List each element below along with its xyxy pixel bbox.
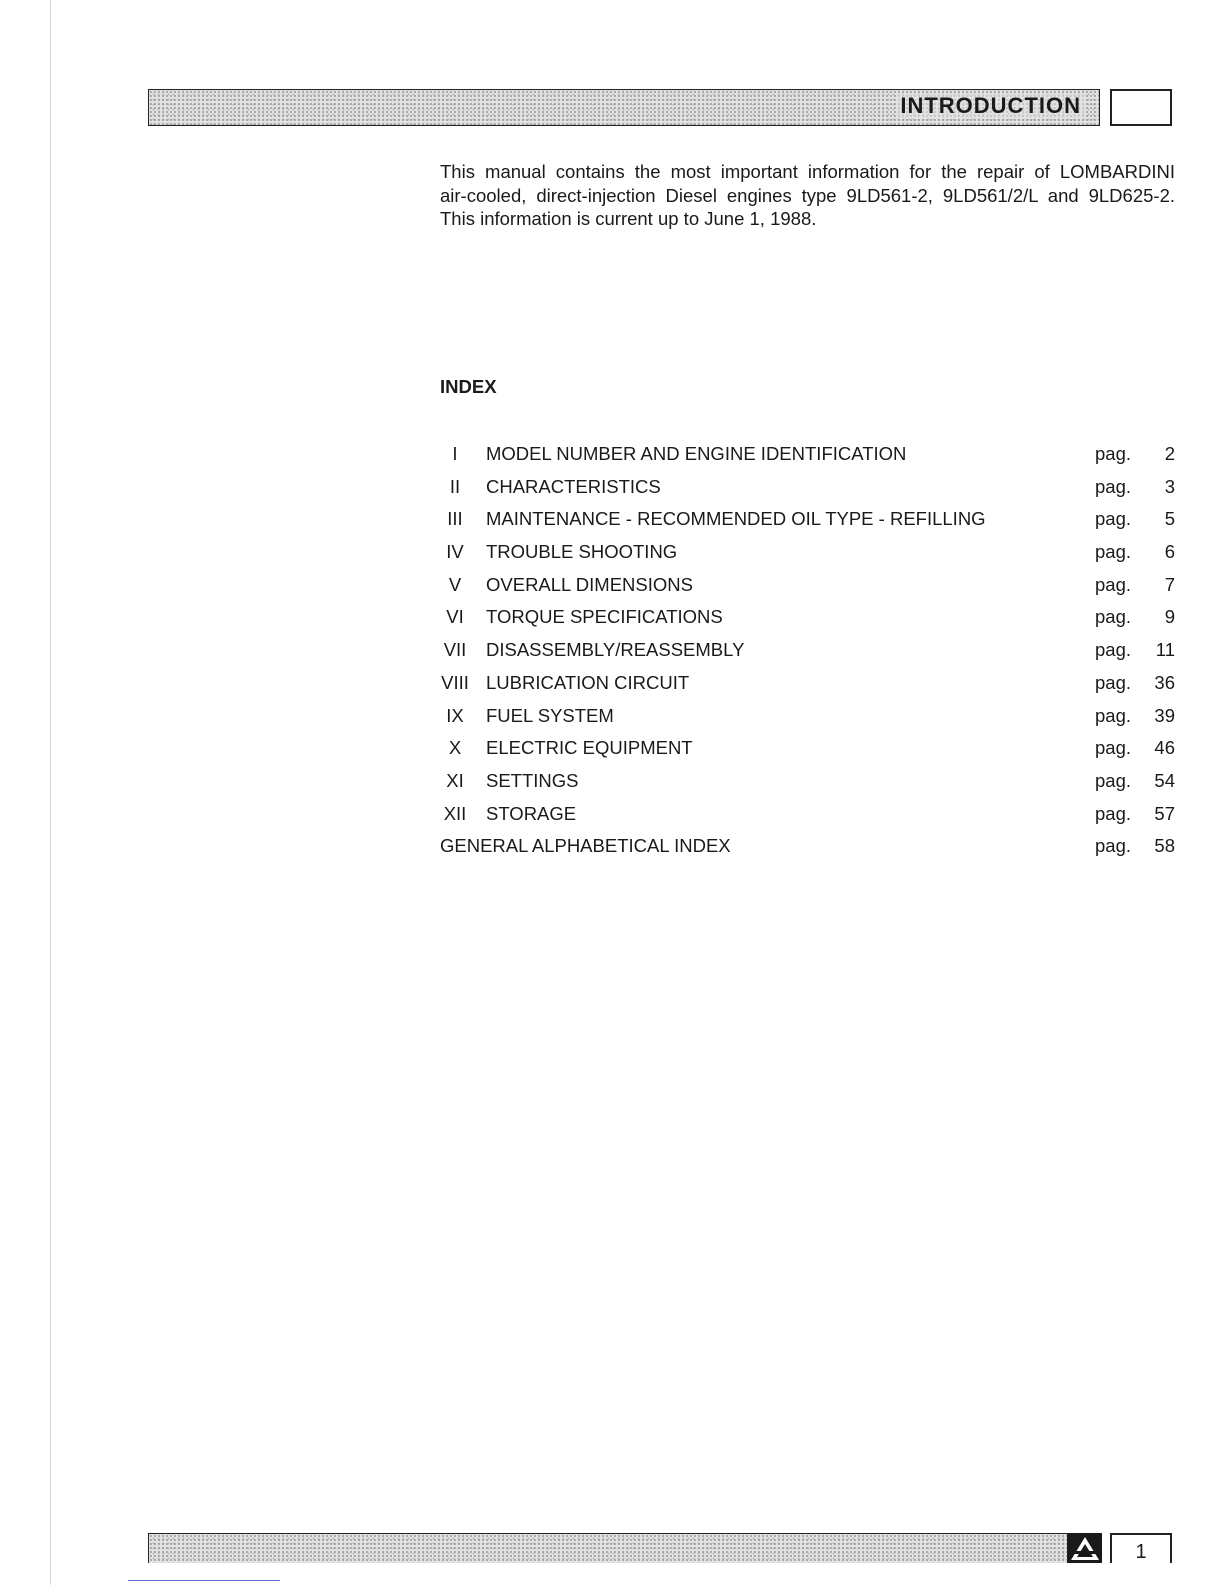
toc-number: I xyxy=(452,443,458,464)
toc-title: SETTINGS xyxy=(486,769,579,791)
intro-paragraph xyxy=(440,160,1175,231)
toc-row[interactable] xyxy=(440,574,1175,607)
toc-pag-label: pag. xyxy=(1095,508,1132,530)
table-of-contents xyxy=(440,443,1175,868)
toc-number: VII xyxy=(443,639,467,661)
toc-page-number: 36 xyxy=(1154,671,1175,693)
toc-page-number: 39 xyxy=(1154,704,1175,726)
lombardini-logo-icon xyxy=(1068,1533,1102,1563)
toc-page-number: 54 xyxy=(1154,769,1175,791)
section-title: INTRODUCTION xyxy=(896,93,1085,119)
toc-number: VI xyxy=(446,606,464,628)
footer-link-underline xyxy=(128,1580,280,1581)
toc-title: OVERALL DIMENSIONS xyxy=(486,573,693,595)
toc-number: XI xyxy=(446,769,464,791)
index-heading: INDEX xyxy=(440,376,497,397)
toc-page-number: 7 xyxy=(1164,573,1175,595)
toc-number: IV xyxy=(446,541,464,563)
page-number: 1 xyxy=(1110,1533,1172,1563)
toc-pag-label: pag. xyxy=(1095,475,1132,497)
toc-row[interactable] xyxy=(440,541,1175,574)
page-edge-line xyxy=(50,0,51,1585)
toc-row[interactable] xyxy=(440,705,1175,738)
toc-title: MAINTENANCE - RECOMMENDED OIL TYPE - REFILLING xyxy=(486,508,986,530)
toc-number: X xyxy=(448,737,462,759)
toc-row[interactable] xyxy=(440,508,1175,541)
toc-pag-label: pag. xyxy=(1095,704,1132,726)
toc-number: III xyxy=(447,508,463,530)
toc-page-number: 3 xyxy=(1164,475,1175,497)
toc-page-number: 6 xyxy=(1164,541,1175,563)
toc-pag-label: pag. xyxy=(1095,802,1132,824)
toc-page-number: 2 xyxy=(1164,443,1175,464)
toc-pag-label: pag. xyxy=(1095,606,1132,628)
toc-row[interactable] xyxy=(440,803,1175,836)
toc-page-number: 46 xyxy=(1154,737,1175,759)
toc-row[interactable] xyxy=(440,672,1175,705)
intro-line-2: air-cooled, direct-injection Diesel engines type 9LD561-2, 9LD561/2/L and 9LD625-2. xyxy=(440,184,1175,206)
toc-row[interactable] xyxy=(440,476,1175,509)
toc-row[interactable] xyxy=(440,606,1175,639)
toc-row[interactable] xyxy=(440,443,1175,476)
toc-page-number: 11 xyxy=(1155,639,1175,661)
toc-page-number: 9 xyxy=(1164,606,1175,628)
toc-title: LUBRICATION CIRCUIT xyxy=(486,671,690,693)
toc-number: IX xyxy=(446,704,464,726)
toc-title: ELECTRIC EQUIPMENT xyxy=(486,737,693,759)
toc-pag-label: pag. xyxy=(1095,769,1132,791)
toc-row[interactable] xyxy=(440,770,1175,803)
toc-row-general-index[interactable] xyxy=(440,835,1175,868)
toc-title: DISASSEMBLY/REASSEMBLY xyxy=(486,639,745,661)
toc-row[interactable] xyxy=(440,639,1175,672)
toc-number: II xyxy=(449,475,461,497)
toc-title: MODEL NUMBER AND ENGINE IDENTIFICATION xyxy=(486,443,907,464)
toc-number: XII xyxy=(443,802,467,824)
toc-pag-label: pag. xyxy=(1095,443,1132,464)
toc-title: FUEL SYSTEM xyxy=(486,704,614,726)
toc-page-number: 58 xyxy=(1154,835,1175,857)
toc-page-number: 57 xyxy=(1154,802,1175,824)
toc-pag-label: pag. xyxy=(1095,737,1132,759)
toc-pag-label: pag. xyxy=(1095,671,1132,693)
toc-number: VIII xyxy=(441,671,469,693)
intro-line-1: This manual contains the most important information for the repair of LOMBARDINI xyxy=(440,161,1175,182)
toc-page-number: 5 xyxy=(1164,508,1175,530)
toc-pag-label: pag. xyxy=(1095,835,1132,857)
toc-title: TORQUE SPECIFICATIONS xyxy=(486,606,723,628)
toc-pag-label: pag. xyxy=(1095,639,1132,661)
footer-band xyxy=(148,1533,1068,1563)
header-box xyxy=(1110,89,1172,126)
toc-title: STORAGE xyxy=(486,802,577,824)
toc-row[interactable] xyxy=(440,737,1175,770)
toc-number: V xyxy=(448,573,462,595)
toc-title: CHARACTERISTICS xyxy=(486,475,661,497)
intro-line-3: This information is current up to June 1, 1988. xyxy=(440,208,817,229)
toc-title: TROUBLE SHOOTING xyxy=(486,541,678,563)
toc-pag-label: pag. xyxy=(1095,573,1132,595)
header-band xyxy=(148,89,1100,126)
toc-pag-label: pag. xyxy=(1095,541,1132,563)
toc-title: GENERAL ALPHABETICAL INDEX xyxy=(440,835,731,857)
